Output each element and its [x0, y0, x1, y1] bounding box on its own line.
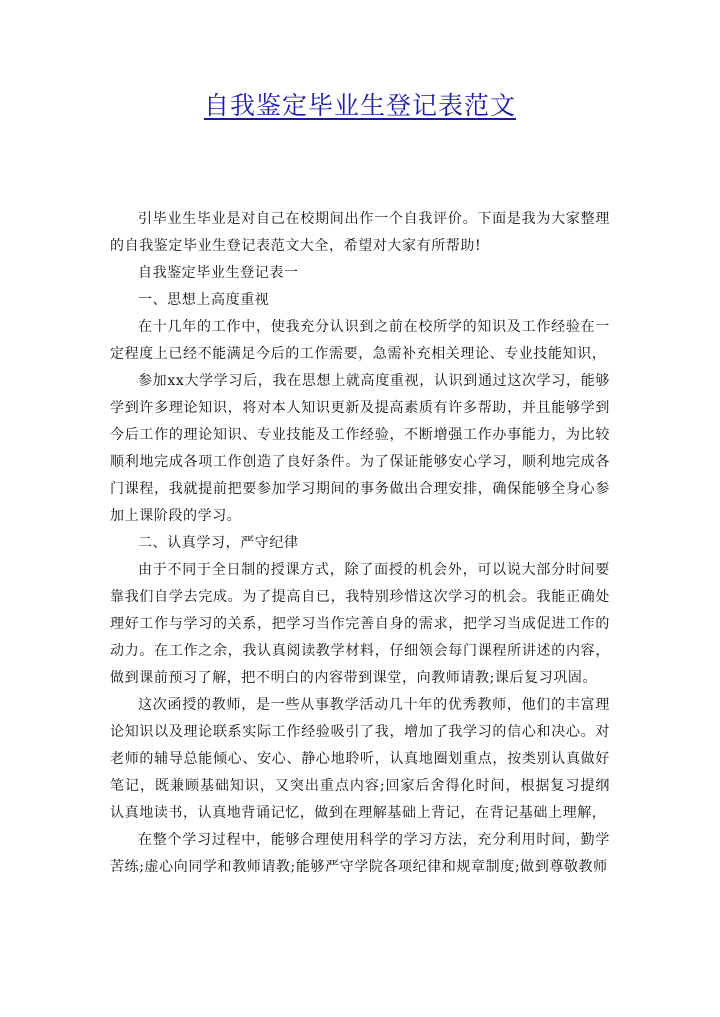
- paragraph: 参加xx大学学习后，我在思想上就高度重视，认识到通过这次学习，能够学到许多理论知识，将对本人知识更新及提高素质有许多帮助，并且能够学到今后工作的理论知识、专业技能及工作经验，不断增强工作办事能力，为比较顺利地完成各项工作创造了良好条件。为了保证能够安心学习，顺利地完成各门课程，我就提前把要参加学习期间的事务做出合理安排，确保能够全身心参加上课阶段的学习。: [110, 373, 610, 524]
- section-heading-2: 二、认真学习，严守纪律: [138, 535, 299, 551]
- paragraph-intro: 引毕业生毕业是对自己在校期间出作一个自我评价。下面是我为大家整理的自我鉴定毕业生登记表范文大全，希望对大家有所帮助!: [110, 211, 610, 254]
- document-body: [110, 206, 610, 881]
- paragraph: 由于不同于全日制的授课方式，除了面授的机会外，可以说大部分时间要靠我们自学去完成。为了提高自已，我特别珍惜这次学习的机会。我能正确处理好工作与学习的关系，把学习当作完善自身的需求，把学习当成促进工作的动力。在工作之余，我认真阅读教学材料，仔细领会每门课程所讲述的内容，做到课前预习了解，把不明白的内容带到课堂，向教师请教;课后复习巩固。: [110, 562, 610, 686]
- paragraph-form-heading: 自我鉴定毕业生登记表一: [138, 265, 299, 281]
- paragraph: 这次函授的教师，是一些从事教学活动几十年的优秀教师，他们的丰富理论知识以及理论联系实际工作经验吸引了我，增加了我学习的信心和决心。对老师的辅导总能倾心、安心、静心地聆听，认真地圈划重点，按类别认真做好笔记，既兼顾基础知识，又突出重点内容;回家后舍得化时间，根据复习提纲认真地读书，认真地背诵记忆，做到在理解基础上背记，在背记基础上理解，: [110, 697, 610, 821]
- paragraph: 在十几年的工作中，使我充分认识到之前在校所学的知识及工作经验在一定程度上已经不能满足今后的工作需要，急需补充相关理论、专业技能知识，: [110, 319, 610, 362]
- document-title: 自我鉴定毕业生登记表范文: [203, 91, 516, 120]
- section-heading-1: 一、思想上高度重视: [138, 292, 270, 308]
- paragraph: 在整个学习过程中，能够合理使用科学的学习方法，充分利用时间，勤学苦练;虚心向同学和教师请教;能够严守学院各项纪律和规章制度;做到尊敬教师: [110, 832, 610, 875]
